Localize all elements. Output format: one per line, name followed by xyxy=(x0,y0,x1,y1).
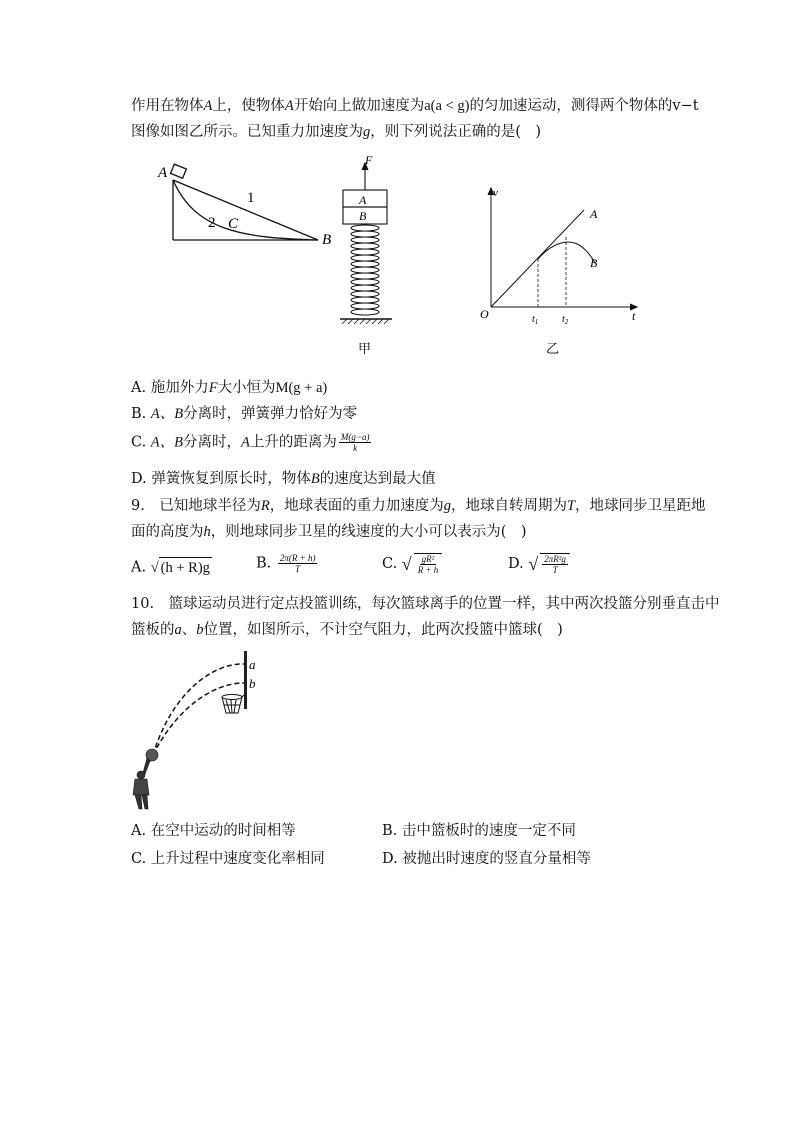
incline-label-1: 1 xyxy=(247,190,255,206)
q9-option-a xyxy=(131,557,212,578)
q8-option-b xyxy=(131,404,357,424)
text: 面的高度为 xyxy=(131,524,204,540)
vt-t2: $t_2$ xyxy=(562,314,569,326)
numerator: gR² xyxy=(421,554,435,564)
fraction xyxy=(339,432,372,453)
numerator: 2π(R + h) xyxy=(279,553,316,563)
text: ，则下列说法正确的是( ) xyxy=(370,124,542,140)
var-A: A xyxy=(284,98,294,114)
vt-t1: $t_1$ xyxy=(532,314,539,326)
text: 9. 已知地球半径为 xyxy=(131,498,261,514)
spring-coils xyxy=(351,225,379,315)
basketball-figure xyxy=(131,645,281,810)
text: 篮板的 xyxy=(131,622,175,638)
option-label: A. xyxy=(131,559,147,576)
block-label-A: A xyxy=(359,193,367,207)
sqrt-expr: √ (h + R)g xyxy=(151,557,212,578)
text: A. 施加外力 xyxy=(131,380,209,396)
text: 分离时， xyxy=(183,434,242,451)
var-b: b xyxy=(196,622,204,638)
fraction xyxy=(414,553,443,575)
vt-axis-v: v xyxy=(493,187,498,199)
text: C. xyxy=(131,434,147,451)
radicand: (h + R)g xyxy=(159,557,212,578)
text: 开始向上做加速度为 xyxy=(293,98,425,114)
text: ，地球表面的重力加速度为 xyxy=(269,498,444,514)
point-a-label: a xyxy=(249,657,256,672)
var-A: A xyxy=(203,98,213,114)
incline-label-2: 2 xyxy=(208,215,216,231)
text: 的匀加速运动，测得两个物体的v−t xyxy=(469,98,699,114)
text: D. 弹簧恢复到原长时，物体 xyxy=(131,471,311,487)
trajectory-b xyxy=(153,683,244,755)
text: 上升的距离为 xyxy=(249,434,337,451)
q8-option-c xyxy=(131,432,373,453)
text: 分离时，弹簧弹力恰好为零 xyxy=(183,406,358,422)
text: 图像如图乙所示。已知重力加速度为 xyxy=(131,124,363,140)
block-label-B: B xyxy=(359,209,367,223)
spring-figure xyxy=(340,163,392,324)
expr: M(g + a) xyxy=(275,380,328,396)
sqrt-expr: √ $\frac{\text{gR²}}{R + h}$ xyxy=(402,553,444,575)
vt-curve-B: B xyxy=(590,256,598,270)
numerator: 2πR²g xyxy=(544,554,566,564)
q10-stem-line1 xyxy=(131,594,720,614)
var-a: a xyxy=(174,622,182,638)
point-b-label: b xyxy=(249,676,256,691)
q9-option-c xyxy=(382,553,444,575)
var-AB: A、B xyxy=(150,434,184,451)
var-T: T xyxy=(566,498,576,514)
q8-figures xyxy=(150,150,660,360)
text: 、 xyxy=(181,622,197,638)
text: ，地球同步卫星距地 xyxy=(575,498,706,514)
var-R: R xyxy=(260,498,270,514)
option-label: C. xyxy=(382,556,398,572)
text: 作用在物体 xyxy=(131,98,204,114)
vt-line-A: A xyxy=(590,207,598,221)
fraction xyxy=(278,553,318,574)
option-label: D. xyxy=(508,556,524,572)
option-label: B. xyxy=(256,555,272,572)
incline-label-A: A xyxy=(158,165,168,181)
numerator: M(g−a) xyxy=(340,432,370,442)
q9-stem-line1 xyxy=(131,496,706,516)
q8-option-d xyxy=(131,469,436,489)
incline-label-B: B xyxy=(322,232,332,248)
q9-option-d xyxy=(508,553,572,575)
text: ，地球自转周期为 xyxy=(450,498,567,514)
incline-label-C: C xyxy=(228,216,239,232)
denominator: T xyxy=(552,565,558,575)
var-g: g xyxy=(363,124,371,140)
vt-origin: O xyxy=(480,307,489,321)
denominator: k xyxy=(353,443,358,453)
sqrt-expr: √ $\frac{\text{2πR²g}}{T}$ xyxy=(528,553,572,575)
basketball-hoop xyxy=(222,695,244,714)
q9-option-b xyxy=(256,553,319,574)
q8-stem-line2 xyxy=(131,122,541,142)
var-g: g xyxy=(443,498,451,514)
text: 大小恒为 xyxy=(217,380,276,396)
text: ，则地球同步卫星的线速度的大小可以表示为( ) xyxy=(210,524,527,540)
var-B: B xyxy=(310,471,320,487)
accel-expr: a(a < g) xyxy=(424,98,470,114)
q8-stem-line1 xyxy=(131,96,699,116)
fraction xyxy=(540,553,570,575)
caption-yi: 乙 xyxy=(546,341,560,356)
var-h: h xyxy=(203,524,211,540)
vt-axis-t: t xyxy=(632,309,636,323)
incline-figure xyxy=(171,164,318,240)
denominator: R + h xyxy=(417,565,439,575)
text: 的速度达到最大值 xyxy=(319,471,436,487)
denominator: T xyxy=(295,564,301,574)
q9-stem-line2 xyxy=(131,522,527,542)
text: 位置，如图所示，不计空气阻力，此两次投篮中篮球( ) xyxy=(203,622,563,638)
backboard xyxy=(244,651,247,709)
text: 上，使物体 xyxy=(212,98,285,114)
var-AB: A、B xyxy=(150,406,184,422)
q10-option-a: A. 在空中运动的时间相等 xyxy=(131,823,296,839)
q10-stem-line2 xyxy=(131,620,563,640)
q10-option-d: D. 被抛出时速度的竖直分量相等 xyxy=(382,851,591,867)
q10-option-b: B. 击中篮板时的速度一定不同 xyxy=(382,823,576,839)
var-A: A xyxy=(241,434,250,451)
vt-graph xyxy=(488,188,637,310)
spring-label-F: F xyxy=(365,153,373,167)
text: 10. 篮球运动员进行定点投篮训练，每次篮球离手的位置一样，其中两次投篮分别垂直击中 xyxy=(131,596,720,612)
var-F: F xyxy=(208,380,218,396)
text: B. xyxy=(131,406,147,422)
trajectory-a xyxy=(153,664,244,755)
q10-option-c: C. 上升过程中速度变化率相同 xyxy=(131,851,325,867)
q8-option-a xyxy=(131,378,327,398)
caption-jia: 甲 xyxy=(358,341,372,356)
basketball-player xyxy=(133,749,158,809)
